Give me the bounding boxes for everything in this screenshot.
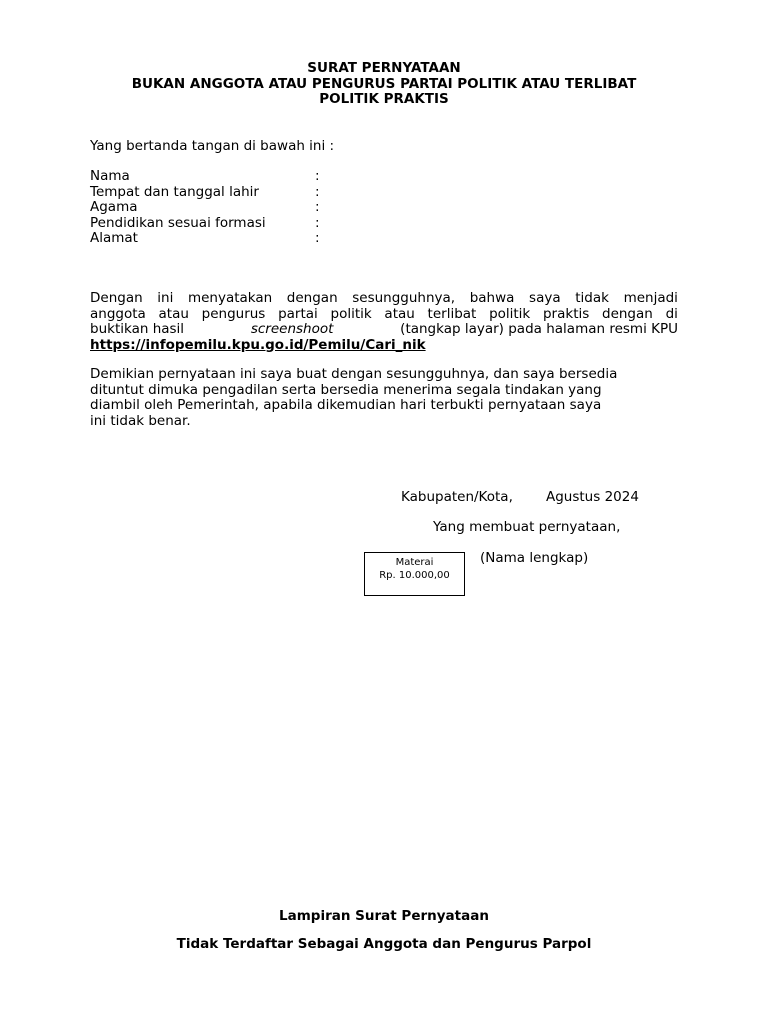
field-label: Alamat — [90, 230, 138, 246]
title-line-2: BUKAN ANGGOTA ATAU PENGURUS PARTAI POLITIK ATAU TERLIBAT — [131, 75, 637, 92]
italic-term: screenshoot — [250, 321, 334, 337]
stamp-value: Rp. 10.000,00 — [379, 569, 450, 581]
intro-text: Yang bertanda tangan di bawah ini : — [90, 138, 335, 154]
maker-label: Yang membuat pernyataan, — [433, 519, 621, 535]
line-text: buktikan hasil — [90, 321, 185, 337]
word: praktis — [542, 305, 590, 322]
word: politik — [489, 305, 531, 322]
word: tidak — [575, 290, 609, 306]
word: ini — [157, 290, 174, 306]
word: menjadi — [623, 290, 678, 306]
word: anggota — [90, 305, 146, 322]
declaration-paragraph — [90, 367, 678, 429]
field-colon: : — [315, 199, 320, 215]
kpu-url-link[interactable]: https://infopemilu.kpu.go.id/Pemilu/Cari_nik — [90, 336, 426, 353]
word: partai — [278, 305, 318, 322]
field-label: Nama — [90, 168, 130, 184]
word: atau — [384, 305, 415, 322]
field-pendidikan — [90, 216, 390, 232]
word: menyatakan — [187, 290, 273, 306]
word: pengurus — [201, 305, 266, 322]
field-label: Agama — [90, 199, 138, 215]
field-colon: : — [315, 183, 320, 200]
word: di — [665, 305, 678, 322]
stamp-box — [364, 552, 465, 596]
title-line-1: SURAT PERNYATAAN — [307, 60, 461, 76]
field-nama — [90, 169, 390, 185]
paragraph-line: dituntut dimuka pengadilan serta bersedia menerima segala tindakan yang — [90, 381, 602, 398]
appendix-title: Lampiran Surat Pernyataan — [279, 908, 489, 924]
place-label: Kabupaten/Kota, — [401, 489, 513, 505]
field-colon: : — [315, 230, 320, 246]
justified-line — [90, 291, 678, 307]
paragraph-line: ini tidak benar. — [90, 412, 191, 429]
field-agama — [90, 200, 390, 216]
line-text: (tangkap layar) pada halaman resmi KPU — [400, 321, 678, 337]
place-date — [401, 489, 639, 505]
field-label: Tempat dan tanggal lahir — [90, 183, 259, 200]
field-label: Pendidikan sesuai formasi — [90, 214, 266, 231]
word: dengan — [286, 290, 338, 306]
word: saya — [529, 290, 561, 306]
stamp-label: Materai — [395, 557, 434, 568]
document-title — [90, 61, 678, 108]
field-alamat — [90, 231, 390, 247]
field-tempat-tanggal-lahir — [90, 185, 390, 201]
word: Dengan — [90, 290, 143, 306]
justified-line — [90, 307, 678, 323]
title-line-3: POLITIK PRAKTIS — [319, 91, 449, 107]
paragraph-line: diambil oleh Pemerintah, apabila dikemudian hari terbukti pernyataan saya — [90, 397, 602, 413]
word: terlibat — [427, 305, 477, 322]
month-year: Agustus 2024 — [546, 489, 639, 505]
field-colon: : — [315, 168, 320, 184]
field-colon: : — [315, 214, 320, 231]
appendix-subtitle: Tidak Terdaftar Sebagai Anggota dan Pengurus Parpol — [176, 936, 592, 952]
word: sesungguhnya, — [352, 290, 456, 306]
statement-paragraph — [90, 291, 678, 353]
justified-line — [90, 322, 678, 338]
identity-fields — [90, 169, 390, 247]
word: politik — [330, 305, 372, 322]
full-name-placeholder: (Nama lengkap) — [480, 550, 589, 566]
word: atau — [158, 305, 189, 322]
word: dengan — [602, 305, 653, 322]
word: bahwa — [469, 290, 515, 306]
paragraph-line: Demikian pernyataan ini saya buat dengan sesungguhnya, dan saya bersedia — [90, 366, 618, 382]
